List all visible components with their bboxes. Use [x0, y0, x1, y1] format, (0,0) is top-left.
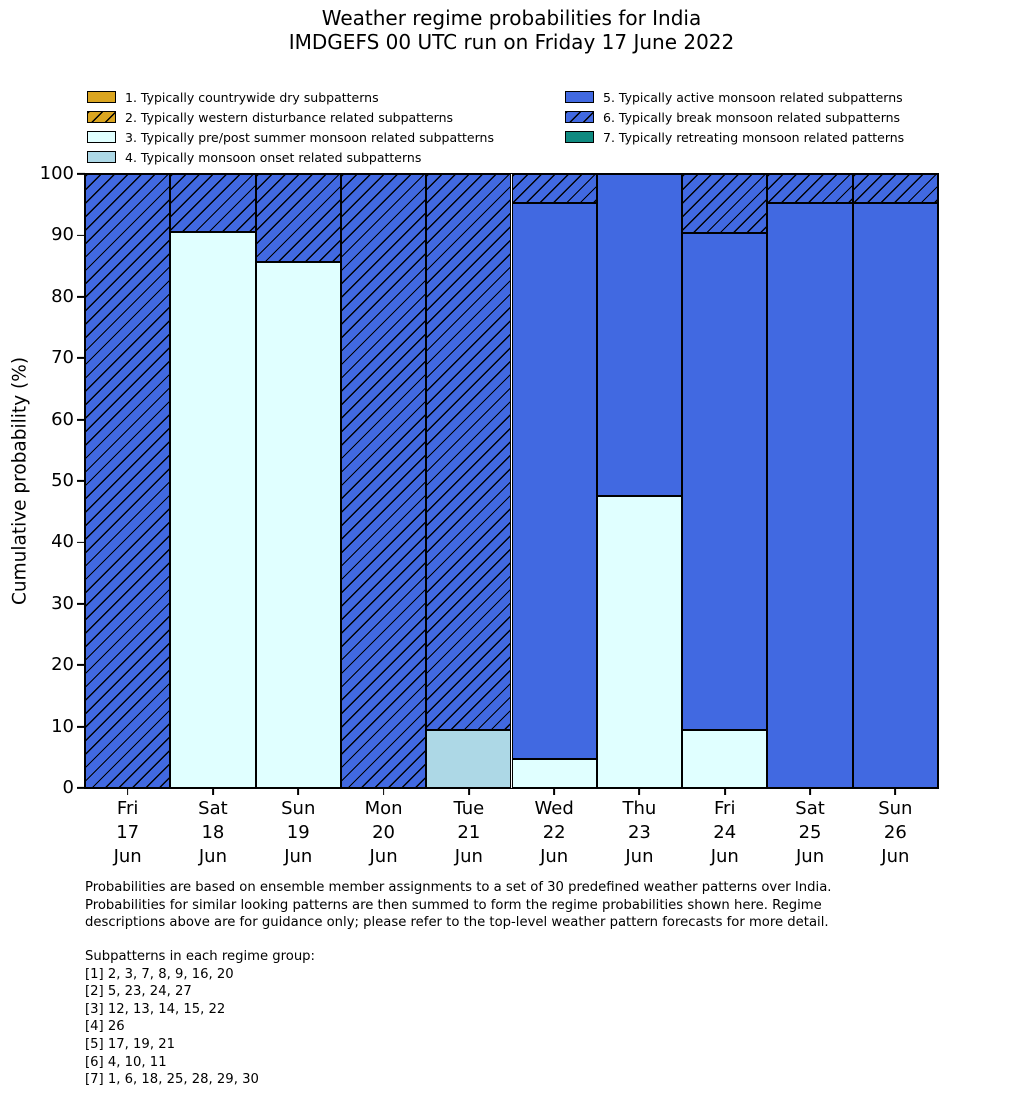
footnote-line: Probabilities are based on ensemble member assignments to a set of 30 predefined weather patterns over India. [85, 880, 832, 895]
x-tick-label [453, 797, 484, 869]
x-tick-label [878, 797, 912, 869]
y-tick-mark [77, 173, 85, 175]
legend-label: 5. Typically active monsoon related subpatterns [603, 89, 903, 105]
subpattern-line: [7] 1, 6, 18, 25, 28, 29, 30 [85, 1072, 259, 1088]
y-tick-label: 40 [51, 531, 74, 553]
chart-title-block [0, 6, 1023, 54]
bar [767, 174, 852, 788]
legend-swatch [87, 131, 116, 143]
bar-segment [597, 496, 682, 788]
bar [341, 174, 426, 788]
bar-segment [597, 174, 682, 496]
x-tick-mark [724, 788, 726, 795]
subpattern-line: [3] 12, 13, 14, 15, 22 [85, 1001, 226, 1017]
legend-label: 4. Typically monsoon onset related subpatterns [125, 149, 422, 165]
x-tick-label-line: Mon [364, 798, 403, 819]
x-tick-label [281, 797, 315, 869]
x-tick-label [711, 797, 739, 869]
x-tick-mark [297, 788, 299, 795]
subpattern-groups [85, 966, 315, 1089]
bar [597, 174, 682, 788]
subpatterns-block [85, 948, 315, 1089]
y-tick-mark [77, 603, 85, 605]
y-tick-mark [77, 480, 85, 482]
bar-segment [853, 174, 938, 203]
bar-segment [256, 262, 341, 788]
x-tick-label-line: Fri [714, 798, 736, 819]
y-axis-label: Cumulative probability (%) [9, 356, 31, 606]
legend-label: 1. Typically countrywide dry subpatterns [125, 89, 379, 105]
bar [512, 174, 597, 788]
y-tick-mark [77, 235, 85, 237]
x-tick-label [623, 797, 657, 869]
x-tick-label-line: Jun [625, 846, 654, 867]
bar-segment [682, 174, 767, 232]
x-tick-label-line: Jun [454, 846, 483, 867]
footnote-line: Probabilities for similar looking patterns are then summed to form the regime probabilities shown here. Regime [85, 897, 822, 913]
y-tick-label: 10 [51, 715, 74, 737]
x-tick-label-line: 17 [116, 822, 140, 843]
x-tick-label-line: Jun [540, 846, 569, 867]
y-tick-mark [77, 726, 85, 728]
x-tick-label-line: Jun [113, 846, 142, 867]
x-tick-label-line: Sat [795, 798, 825, 819]
y-tick-label: 90 [51, 224, 74, 246]
x-tick-label [114, 797, 142, 869]
x-tick-mark [809, 788, 811, 795]
subpattern-line: [6] 4, 10, 11 [85, 1054, 167, 1070]
x-tick-label [795, 797, 825, 869]
x-tick-label-line: 21 [457, 822, 481, 843]
bar-segment [767, 203, 852, 788]
x-tick-mark [639, 788, 641, 795]
legend-label: 2. Typically western disturbance related subpatterns [125, 109, 454, 125]
x-tick-mark [468, 788, 470, 795]
x-tick-mark [212, 788, 214, 795]
x-tick-label-line: Sat [198, 798, 228, 819]
chart-title: Weather regime probabilities for India [321, 6, 702, 30]
bar-segment [512, 174, 597, 203]
x-tick-mark [127, 788, 129, 795]
legend-swatch [565, 91, 594, 103]
x-tick-label-line: Tue [453, 798, 485, 819]
legend-item [87, 107, 494, 127]
bar-segment [170, 174, 255, 232]
bar-segment [341, 174, 426, 788]
x-tick-label-line: 22 [542, 822, 566, 843]
bar-segment [682, 233, 767, 730]
x-tick-label-line: Thu [622, 798, 657, 819]
legend-item [565, 127, 904, 147]
bar-segment [426, 174, 511, 730]
subpattern-line: [1] 2, 3, 7, 8, 9, 16, 20 [85, 966, 234, 982]
legend-item [565, 87, 904, 107]
legend-swatch [565, 111, 594, 123]
chart-subtitle: IMDGEFS 00 UTC run on Friday 17 June 2022 [288, 30, 735, 54]
bar [426, 174, 511, 788]
x-tick-label [198, 797, 228, 869]
y-tick-mark [77, 419, 85, 421]
x-tick-label [365, 797, 403, 869]
y-tick-label: 70 [51, 347, 74, 369]
x-tick-label-line: 25 [798, 822, 822, 843]
legend-column-right [565, 87, 904, 147]
y-tick-label: 0 [62, 777, 74, 798]
bar-segment [170, 232, 255, 788]
bar [682, 174, 767, 788]
bar [85, 174, 170, 788]
x-tick-label-line: 20 [372, 822, 395, 843]
x-tick-label-line: 18 [201, 822, 225, 843]
legend-item [87, 127, 494, 147]
x-tick-mark [894, 788, 896, 795]
bar-segment [512, 203, 597, 759]
x-tick-label-line: 26 [883, 822, 907, 843]
bar-segment [512, 759, 597, 788]
x-tick-label-line: Wed [534, 798, 574, 819]
x-tick-label-line: Jun [710, 846, 739, 867]
x-tick-label-line: Jun [795, 846, 825, 867]
legend-swatch [87, 111, 116, 123]
bar-segment [767, 174, 852, 203]
x-tick-label-line: Fri [116, 798, 139, 819]
legend-label: 7. Typically retreating monsoon related patterns [603, 129, 905, 145]
x-tick-label [535, 797, 574, 869]
y-tick-mark [77, 787, 85, 789]
legend-column-left [87, 87, 494, 167]
x-tick-mark [553, 788, 555, 795]
y-tick-label: 20 [51, 654, 74, 676]
legend-swatch [87, 151, 116, 163]
y-tick-label: 60 [51, 408, 74, 430]
subpattern-line: [2] 5, 23, 24, 27 [85, 984, 192, 1000]
subpattern-line: [4] 26 [85, 1019, 125, 1035]
y-tick-label: 50 [51, 470, 74, 491]
y-tick-mark [77, 664, 85, 666]
footnote [85, 879, 831, 932]
bar [256, 174, 341, 788]
y-tick-mark [77, 542, 85, 544]
bar-segment [256, 174, 341, 262]
x-tick-label-line: 24 [713, 822, 737, 843]
x-tick-label-line: 19 [286, 822, 310, 843]
legend-label: 6. Typically break monsoon related subpatterns [603, 109, 901, 125]
bar-segment [682, 730, 767, 788]
x-tick-label-line: Jun [198, 846, 227, 867]
legend-item [87, 87, 494, 107]
x-tick-label-line: Jun [369, 846, 398, 867]
legend-label: 3. Typically pre/post summer monsoon related subpatterns [125, 129, 494, 145]
x-tick-label-line: Sun [878, 798, 913, 819]
plot-area [39, 163, 939, 867]
legend-swatch [565, 131, 594, 143]
x-tick-label-line: Sun [281, 798, 316, 819]
subpatterns-heading: Subpatterns in each regime group: [85, 949, 316, 964]
bar [170, 174, 255, 788]
x-tick-label-line: Jun [284, 846, 313, 867]
footnote-line: descriptions above are for guidance only; please refer to the top-level weather pattern forecasts for more detail. [85, 915, 829, 931]
y-tick-mark [77, 357, 85, 359]
bar-segment [426, 730, 511, 788]
x-tick-label-line: 23 [627, 822, 651, 843]
y-tick-label: 100 [39, 163, 74, 184]
y-tick-label: 80 [51, 285, 74, 307]
x-tick-mark [383, 788, 385, 795]
bar-segment [853, 203, 938, 788]
subpattern-line: [5] 17, 19, 21 [85, 1036, 175, 1052]
legend-item [87, 147, 494, 167]
legend-item [565, 107, 904, 127]
x-tick-label-line: Jun [881, 846, 910, 867]
bar-segment [85, 174, 170, 788]
y-tick-label: 30 [51, 592, 74, 614]
bar [853, 174, 938, 788]
legend-swatch [87, 91, 116, 103]
y-tick-mark [77, 296, 85, 298]
